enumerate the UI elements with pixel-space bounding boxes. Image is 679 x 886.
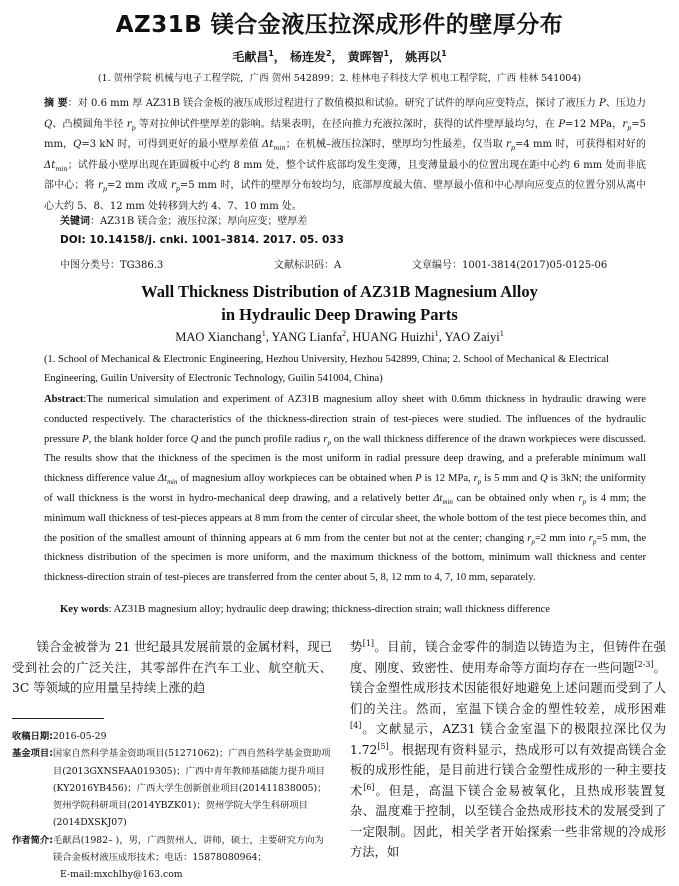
doi[interactable]: DOI: 10.14158/j. cnki. 1001–3814. 2017. 05. 033 [60,234,344,246]
article-number: 文章编号：1001-3814(2017)05-0125-06 [412,260,608,271]
chinese-abstract: 摘 要：对 0.6 mm 厚 AZ31B 镁合金板的液压成形过程进行了数值模拟和试验。研究了试件的厚向应变特点，探讨了液压力 P、压边力 Q、凸模圆角半径 $r_p$ 等对拉伸试件壁厚差的影响。结果表明，在径向推力充液拉深时，获得的试件壁厚最均匀，在 P=12 MPa，$r_p=5$ mm，Q=3 kN 时，可得到更好的最小壁厚差值 $\Delta t_{min}$；在机械–液压拉深时，壁厚均匀性最差，仅当取 $r_p=4$ mm 时，可获得相对好的 $\Delta t_{min}$；试件最小壁厚出现在距圆板中心约 8 mm 处，整个试件底部均发生变薄，且变薄量最小的位置出现在距中心约 6 mm 处而非底部中心；将 $r_p=2$ mm 改成 $r_p=5$ mm 时，试件的壁厚分布较均匀，底部厚度最大值、壁厚最小值和中心厚向应变点的位置分别从离中心大约 5、8、12 mm 处转移到大约 4、7、10 mm 处。 [44,98,647,212]
citation: [4] [350,720,362,730]
author-cn: 杨连发 [289,50,326,64]
english-title: Wall Thickness Distribution of AZ31B Magnesium Alloy in Hydraulic Deep Drawing Parts [141,282,538,324]
body-column-left [12,637,332,699]
footnote-divider [12,718,104,719]
footnote-author-bio: 作者简介: 毛献昌(1982– )，男，广西贺州人，讲师，硕士，主要研究方向为镁合金板材液压成形技术；电话：15878080964； [12,834,324,864]
chinese-keywords: 关键词：AZ31B 镁合金；液压拉深；厚向应变；壁厚差 [60,216,308,227]
citation: [1] [362,638,375,648]
document-code: 文献标识码：A [274,260,342,271]
english-authors: MAO Xianchang$^1$, YANG Lianfa$^2$, HUANG Huizhi$^1$, YAO Zaiyi$^1$ [175,328,504,344]
abstract-label-en: Abstract [44,394,84,405]
author-cn: 毛献昌 [232,50,269,64]
author-cn: 姚再以 [405,50,442,64]
citation: [6] [363,782,375,792]
body-paragraph: 镁合金被誉为 21 世纪最具发展前景的金属材料，现已受到社会的广泛关注，其零部件在汽车工业、航空航天、3C 等领域的应用量呈持续上涨的趋 [12,640,332,695]
footnote-funding: 基金项目: 国家自然科学基金资助项目(51271062)；广西自然科学基金资助项目(2013GXNSFAA019305)；广西中青年教师基础能力提升项目(KY2016YB456)；广西大学生创新创业项目(201411838005)；贺州学院科研项目(2014YBZK01)；贺州学院大学生科研项目(2014DXSKJ07) [12,748,331,829]
body-column-right [350,637,666,863]
citation: [2-3] [634,659,654,669]
english-keywords: Key words: AZ31B magnesium alloy; hydraulic deep drawing; thickness-direction strain; wall thickness difference [60,604,550,615]
english-affiliation: (1. School of Mechanical & Electronic Engineering, Hezhou University, Hezhou 542899, China; 2. School of Mechanical & Electrical Engineering, Guilin University of Electronic Technology, Guilin 541004, China) [44,354,609,384]
footnote-email[interactable]: E-mail:mxchlhy@163.com [60,869,183,881]
chinese-authors: 毛献昌$^1$， 杨连发$^2$， 黄晖智$^1$， 姚再以$^1$ [232,49,447,64]
body-paragraph: 势[1]。目前，镁合金零件的制造以铸造为主，但铸件在强度、刚度、致密性、使用寿命等方面均存在一些问题[2-3]。镁合金塑性成形技术因能很好地避免上述问题而受到了人们的关注。然而，室温下镁合金的塑性较差，成形困难[4]。文献显示，AZ31 镁合金室温下的极限拉深比仅为 1.72[5]。根据现有资料显示，热成形可以有效提高镁合金板的成形性能，是目前进行镁合金塑性成形的一种主要技术[6]。但是，高温下镁合金易被氧化，且热成形装置复杂、温度难于控制，以至镁合金热成形技术的发展受到了一定限制。因此，相关学者开始探索一些非常规的冷成形方法，如 [350,638,666,859]
chinese-title: AZ31B 镁合金液压拉深成形件的壁厚分布 [115,12,564,38]
footnotes [12,728,332,884]
author-cn: 黄晖智 [347,50,384,64]
abstract-label-cn: 摘 要 [44,98,68,109]
clc-number: 中图分类号：TG386.3 [60,260,164,271]
citation: [5] [377,741,389,751]
chinese-affiliation: (1. 贺州学院 机械与电子工程学院，广西 贺州 542899；2. 桂林电子科技大学 机电工程学院，广西 桂林 541004) [97,73,582,84]
footnote-received: 收稿日期: 2016-05-29 [12,731,107,742]
english-abstract: Abstract:The numerical simulation and experiment of AZ31B magnesium alloy sheet with 0.6mm thickness in hydraulic drawing were conducted respectively. The characteristics of the thickness-direction strain of test-pieces were studied. The influences of the hydraulic pressure P, the blank holder force Q and the punch profile radius $r_p$ on the wall thickness difference of the drawn workpieces were discussed. The results show that the thickness of the specimen is the most uniform in radial pressure deep drawing, and a preferable minimum wall thickness difference value $\Delta t_{min}$ of magnesium alloy workpieces can be obtained when P is 12 MPa, $r_p$ is 5 mm and Q is 3kN; the uniformity of wall thickness is the worst in hydro-mechanical deep drawing, and a relatively better $\Delta t_{min}$ can be obtained only when $r_p$ is 4 mm; the minimum wall thickness of test-pieces appears at 8 mm from the center of circular sheet, the whole bottom of the test piece becomes thin, and the position of the smallest amount of thinning appears at 6 mm from the center but not at the center; changing $r_p=2$ mm into $r_p=5$ mm, the thickness distribution of the specimen is more uniform, and the maximum thickness of the bottom, minimum wall thickness and center thickness-direction strain of test-pieces are transferred from the center about 5, 8, 12 mm to 4, 7, 10 mm, separately. [44,394,647,584]
